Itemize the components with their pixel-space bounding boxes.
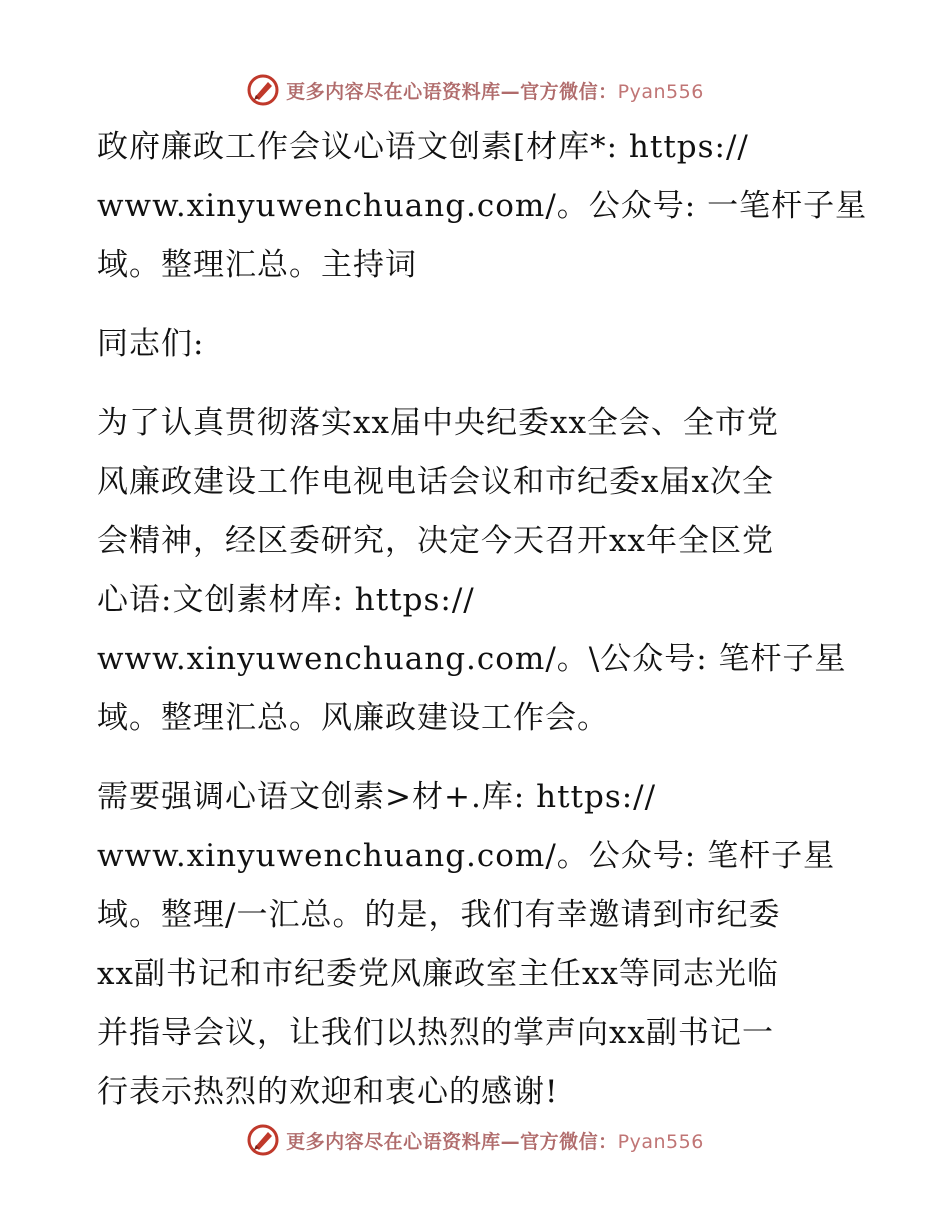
footer-banner: [0, 1120, 950, 1160]
document-body: [97, 118, 868, 1142]
text-line: 域。整理汇总。主持词: [97, 247, 417, 283]
text-line: 行表示热烈的欢迎和衷心的感谢!: [97, 1074, 559, 1110]
brand-logo-icon: [246, 1123, 280, 1157]
text-line: www.xinyuwenchuang.com/。公众号: 一笔杆子星: [97, 188, 868, 224]
banner-text: 更多内容尽在心语资料库—官方微信：Pyan556: [286, 80, 704, 103]
header-banner: [0, 70, 950, 110]
paragraph-greeting: [97, 315, 857, 374]
paragraph-purpose: [97, 394, 857, 748]
text-line: 域。整理汇总。风廉政建设工作会。: [97, 700, 609, 736]
text-line: 需要强调心语文创素>材+.库: https://: [97, 779, 657, 815]
text-line: 域。整理/一汇总。的是，我们有幸邀请到市纪委: [97, 897, 781, 933]
brand-logo-icon: [246, 73, 280, 107]
text-line: 会精神，经区委研究，决定今天召开xx年全区党: [97, 523, 774, 559]
banner-text: 更多内容尽在心语资料库—官方微信：Pyan556: [286, 1130, 704, 1153]
text-line: 同志们:: [97, 326, 205, 362]
text-line: 并指导会议，让我们以热烈的掌声向xx副书记一: [97, 1015, 774, 1051]
text-line: www.xinyuwenchuang.com/。\公众号: 笔杆子星: [97, 641, 847, 677]
paragraph-intro: [97, 118, 868, 295]
text-line: 为了认真贯彻落实xx届中央纪委xx全会、全市党: [97, 405, 779, 441]
text-line: 风廉政建设工作电视电话会议和市纪委x届x次全: [97, 464, 774, 500]
text-line: www.xinyuwenchuang.com/。公众号: 笔杆子星: [97, 838, 836, 874]
text-line: 心语:文创素材库: https://: [97, 582, 475, 618]
banner-wechat-id: Pyan556: [617, 1130, 704, 1153]
banner-wechat-id: Pyan556: [617, 80, 704, 103]
text-line: xx副书记和市纪委党风廉政室主任xx等同志光临: [97, 956, 779, 992]
text-line: 政府廉政工作会议心语文创素[材库*: https://: [97, 129, 749, 165]
paragraph-welcome: [97, 768, 857, 1122]
